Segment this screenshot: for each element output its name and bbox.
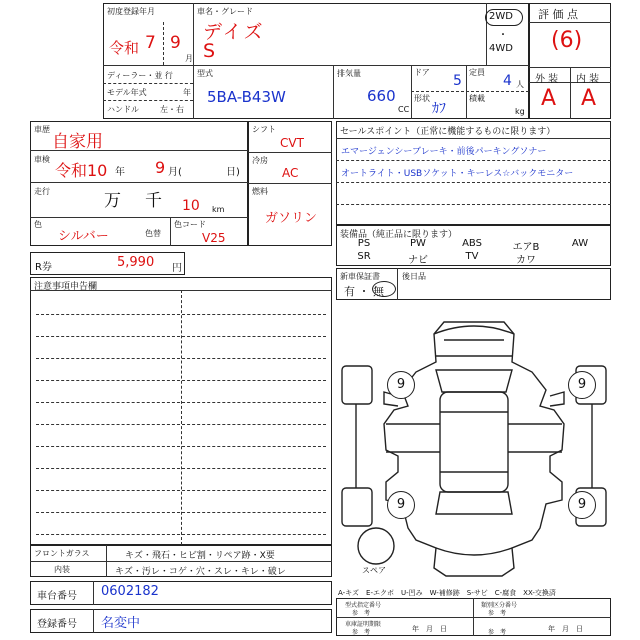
mileage-sen: 千 — [145, 191, 162, 211]
notes-line — [36, 314, 326, 315]
front-glass-value: キズ・飛石・ヒビ割・リペア跡・X要 — [125, 551, 275, 561]
displacement-label: 排気量 — [337, 69, 361, 78]
usage-value: 自家用 — [52, 132, 103, 152]
recycle-unit: 円 — [172, 263, 182, 274]
warranty-none-circle — [372, 281, 396, 297]
notes-line — [36, 358, 326, 359]
chassis-label: 車台番号 — [37, 591, 77, 602]
notes-label: 注意事項申告欄 — [34, 282, 98, 292]
mileage-label: 走行 — [34, 187, 50, 196]
drive-2wd: 2WD — [489, 11, 513, 22]
cc-unit: CC — [398, 105, 410, 114]
notes-line — [36, 468, 326, 469]
inspection-label: 車検 — [34, 155, 50, 164]
month-unit: 月 — [185, 54, 193, 63]
grade-label: 評 価 点 — [538, 8, 578, 21]
year-unit: 年 — [183, 88, 191, 97]
chassis-number: 0602182 — [101, 584, 159, 599]
interior-label: 内 装 — [576, 74, 600, 85]
color-code: V25 — [202, 231, 226, 245]
notes-line — [36, 336, 326, 337]
first-reg-label: 初度登録年月 — [107, 7, 155, 16]
ac-label: 冷房 — [252, 156, 268, 165]
handle-label: ハンドル — [107, 105, 139, 114]
date-cell-2-ref: 参 考 — [488, 629, 507, 636]
inspection-year-unit: 年 — [115, 167, 125, 178]
tire-front-left: 9 — [387, 371, 415, 399]
notes-line — [36, 402, 326, 403]
equipment-item: カワ — [516, 255, 536, 266]
color-label: 色 — [34, 220, 42, 229]
warranty-label: 新車保証書 — [340, 272, 380, 281]
shift-label: シフト — [252, 125, 276, 134]
displacement: 660 — [367, 87, 396, 105]
equipment-item: PS — [357, 238, 371, 249]
date-cell-2: 年 月 日 — [548, 625, 583, 633]
shape: ｶﾌ — [432, 101, 446, 117]
inspection-era: 令和10 — [55, 161, 108, 180]
shift-value: CVT — [280, 136, 304, 150]
notes-line — [36, 446, 326, 447]
capacity: 4 — [503, 73, 512, 89]
capacity-label: 定員 — [469, 68, 485, 77]
equipment-item: TV — [465, 251, 479, 262]
notes-line — [36, 534, 326, 535]
car-name: デイズ — [203, 21, 265, 43]
notes-line — [36, 490, 326, 491]
km-unit: km — [212, 205, 225, 214]
interior-cond-label: 内装 — [54, 565, 70, 574]
capacity-unit: 人 — [516, 80, 524, 89]
category-ref: 参 考 — [488, 610, 507, 617]
notes-line — [36, 512, 326, 513]
fuel-label: 燃料 — [252, 187, 268, 196]
registration-number: 名変中 — [101, 616, 141, 631]
drive-4wd: 4WD — [489, 43, 513, 54]
tire-front-right: 9 — [568, 371, 596, 399]
load-label: 積載 — [469, 94, 485, 103]
notes-line — [36, 424, 326, 425]
equipment-item: エアB — [512, 242, 540, 253]
equipment-item: AW — [571, 238, 589, 249]
selling-point-1: エマージェンシーブレーキ・前後パーキングソナー — [341, 147, 547, 157]
model-type-label: 型式 — [197, 69, 213, 78]
mileage-man: 万 — [104, 191, 121, 211]
color-value: シルバー — [58, 229, 109, 244]
shape-label: 形状 — [414, 94, 430, 103]
color-change-label: 色替 — [145, 229, 161, 238]
equipment-item: PW — [410, 238, 426, 249]
recycle-amount: 5,990 — [117, 255, 155, 270]
recycle-label: R券 — [35, 262, 52, 273]
model-type: 5BA-B43W — [207, 88, 286, 106]
date-cell-1: 年 月 日 — [412, 625, 447, 633]
car-grade: S — [203, 40, 216, 62]
kg-unit: kg — [515, 107, 525, 116]
garage-cert-label: 車庫証明期限 — [345, 621, 382, 628]
inspection-day-unit: 日) — [226, 167, 240, 178]
inspection-month: 9 — [155, 158, 166, 177]
first-reg-era: 令和 — [109, 39, 140, 57]
handle-value: 左・右 — [160, 105, 184, 114]
exterior-label: 外 装 — [535, 74, 559, 85]
registration-label: 登録番号 — [37, 619, 77, 630]
car-grade-label: 車名・グレード — [197, 7, 253, 16]
warranty-value: 有 ・ 無 — [344, 285, 384, 298]
interior-cond-value: キズ・汚レ・コゲ・穴・スレ・キレ・破レ — [115, 567, 286, 577]
grade-score: (6) — [551, 28, 583, 53]
notes-line — [36, 380, 326, 381]
fuel-value: ガソリン — [265, 211, 318, 226]
dealer-label: ディーラー・並 行 — [107, 71, 173, 80]
later-items-label: 後日品 — [402, 272, 426, 281]
type-designation-ref: 参 考 — [352, 610, 371, 617]
usage-label: 車歴 — [34, 125, 50, 134]
doors: 5 — [453, 73, 462, 89]
tire-rear-right: 9 — [568, 491, 596, 519]
model-year-label: モデル年式 — [107, 88, 147, 97]
garage-cert-ref: 参 考 — [352, 629, 371, 636]
front-glass-label: フロントガラス — [34, 549, 90, 558]
equipment-label: 装備品（純正品に限ります） — [340, 230, 458, 240]
first-reg-month: 9 — [170, 33, 181, 53]
selling-points-label: セールスポイント（正常に機能するものに限ります） — [340, 127, 556, 137]
damage-legend: A-キズ E-エクボ U-凹み W-補修跡 S-サビ C-腐食 XX-交換済 — [338, 589, 556, 597]
interior-grade: A — [581, 86, 597, 111]
door-label: ドア — [414, 68, 430, 77]
selling-point-2: オートライト・USBソケット・キーレス☆バックモニター — [341, 169, 574, 179]
spare-label: スペア — [362, 566, 386, 575]
equipment-item: ABS — [462, 238, 482, 249]
first-reg-year: 7 — [145, 33, 156, 53]
equipment-item: ナビ — [408, 255, 428, 266]
type-designation-label: 型式指定番号 — [345, 602, 382, 609]
equipment-item: SR — [357, 251, 371, 262]
recycle-box — [30, 252, 185, 275]
exterior-grade: A — [541, 86, 557, 111]
color-code-label: 色コード — [174, 220, 206, 229]
tire-rear-left: 9 — [387, 491, 415, 519]
car-diagram — [336, 300, 611, 582]
ac-value: AC — [282, 166, 299, 180]
mileage-km-value: 10 — [182, 198, 200, 214]
category-label: 類別区分番号 — [481, 602, 518, 609]
drive-dot: ・ — [498, 30, 508, 41]
inspection-month-unit: 月( — [168, 167, 182, 178]
